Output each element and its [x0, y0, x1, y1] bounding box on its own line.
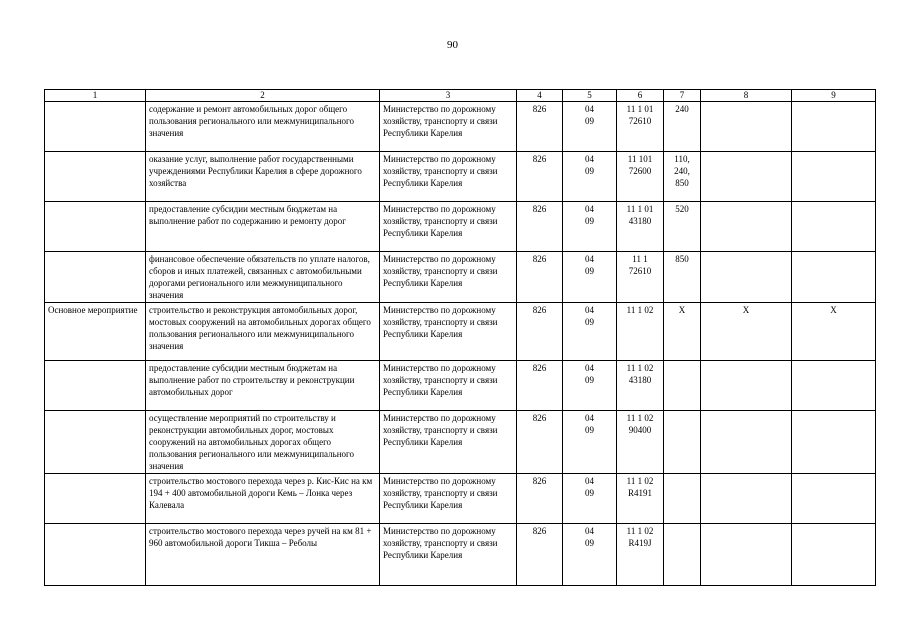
cell-ministry: Министерство по дорожному хозяйству, транспорту и связи Республики Карелия [380, 202, 517, 252]
cell-description: финансовое обеспечение обязательств по уплате налогов, сборов и иных платежей, связанных с автомобильными дорогами регионального или межмуниципального значения [146, 252, 380, 303]
cell-ministry: Министерство по дорожному хозяйству, транспорту и связи Республики Карелия [380, 152, 517, 202]
cell-vr [664, 361, 701, 411]
column-header-1: 1 [45, 90, 146, 102]
column-header-2: 2 [146, 90, 380, 102]
cell-rzpr: 04 09 [563, 152, 617, 202]
cell-ministry: Министерство по дорожному хозяйству, транспорту и связи Республики Карелия [380, 102, 517, 152]
cell-col9 [792, 252, 876, 303]
cell-col8 [701, 524, 792, 586]
cell-grbs: 826 [517, 102, 563, 152]
cell-description: предоставление субсидии местным бюджетам на выполнение работ по содержанию и ремонту дорог [146, 202, 380, 252]
program-table [44, 89, 876, 586]
table-body [45, 102, 876, 586]
cell-rzpr: 04 09 [563, 411, 617, 474]
cell-description: строительство мостового перехода через р. Кис-Кис на км 194 + 400 автомобильной дороги Кемь – Лонка через Калевала [146, 474, 380, 524]
cell-grbs: 826 [517, 361, 563, 411]
cell-event-type: Основное мероприятие [45, 303, 146, 361]
cell-event-type [45, 252, 146, 303]
table-row [45, 252, 876, 303]
table-row [45, 303, 876, 361]
cell-csr: 11 1 02 90400 [617, 411, 664, 474]
column-header-8: 8 [701, 90, 792, 102]
cell-csr: 11 1 02 [617, 303, 664, 361]
cell-col8 [701, 252, 792, 303]
column-header-7: 7 [664, 90, 701, 102]
column-header-3: 3 [380, 90, 517, 102]
cell-csr: 11 1 01 43180 [617, 202, 664, 252]
column-header-5: 5 [563, 90, 617, 102]
cell-grbs: 826 [517, 252, 563, 303]
cell-rzpr: 04 09 [563, 474, 617, 524]
cell-rzpr: 04 09 [563, 524, 617, 586]
cell-vr: X [664, 303, 701, 361]
table-row [45, 102, 876, 152]
cell-csr: 11 101 72600 [617, 152, 664, 202]
cell-event-type [45, 202, 146, 252]
cell-event-type [45, 474, 146, 524]
cell-description: строительство мостового перехода через ручей на км 81 + 960 автомобильной дороги Тикша – Реболы [146, 524, 380, 586]
cell-col8 [701, 202, 792, 252]
cell-rzpr: 04 09 [563, 361, 617, 411]
table-row [45, 524, 876, 586]
cell-description: строительство и реконструкция автомобильных дорог, мостовых сооружений на автомобильных дорогах общего пользования регионального или межмуниципального значения [146, 303, 380, 361]
cell-event-type [45, 411, 146, 474]
cell-description: предоставление субсидии местным бюджетам на выполнение работ по строительству и реконструкции автомобильных дорог [146, 361, 380, 411]
cell-col9 [792, 202, 876, 252]
cell-event-type [45, 102, 146, 152]
cell-ministry: Министерство по дорожному хозяйству, транспорту и связи Республики Карелия [380, 303, 517, 361]
cell-col9: X [792, 303, 876, 361]
column-header-6: 6 [617, 90, 664, 102]
cell-col8 [701, 411, 792, 474]
cell-ministry: Министерство по дорожному хозяйству, транспорту и связи Республики Карелия [380, 474, 517, 524]
cell-ministry: Министерство по дорожному хозяйству, транспорту и связи Республики Карелия [380, 411, 517, 474]
cell-col8 [701, 474, 792, 524]
cell-ministry: Министерство по дорожному хозяйству, транспорту и связи Республики Карелия [380, 361, 517, 411]
cell-vr: 520 [664, 202, 701, 252]
cell-vr: 110, 240, 850 [664, 152, 701, 202]
cell-csr: 11 1 01 72610 [617, 102, 664, 152]
cell-rzpr: 04 09 [563, 202, 617, 252]
table-row [45, 202, 876, 252]
cell-rzpr: 04 09 [563, 303, 617, 361]
cell-vr [664, 524, 701, 586]
cell-col9 [792, 361, 876, 411]
cell-description: осуществление мероприятий по строительству и реконструкции автомобильных дорог, мостовых сооружений на автомобильных дорогах общего пользования регионального или межмуниципального значения [146, 411, 380, 474]
cell-rzpr: 04 09 [563, 102, 617, 152]
table-row [45, 152, 876, 202]
cell-grbs: 826 [517, 524, 563, 586]
cell-col9 [792, 102, 876, 152]
cell-event-type [45, 152, 146, 202]
cell-col9 [792, 152, 876, 202]
cell-vr: 850 [664, 252, 701, 303]
cell-rzpr: 04 09 [563, 252, 617, 303]
table-row [45, 474, 876, 524]
header-row [45, 90, 876, 102]
cell-col8 [701, 361, 792, 411]
cell-event-type [45, 524, 146, 586]
cell-grbs: 826 [517, 152, 563, 202]
cell-grbs: 826 [517, 303, 563, 361]
cell-csr: 11 1 02 43180 [617, 361, 664, 411]
cell-grbs: 826 [517, 411, 563, 474]
cell-ministry: Министерство по дорожному хозяйству, транспорту и связи Республики Карелия [380, 252, 517, 303]
column-header-9: 9 [792, 90, 876, 102]
cell-col8 [701, 102, 792, 152]
page-number: 90 [447, 39, 458, 51]
cell-description: содержание и ремонт автомобильных дорог общего пользования регионального или межмуниципального значения [146, 102, 380, 152]
cell-grbs: 826 [517, 202, 563, 252]
table-row [45, 411, 876, 474]
cell-ministry: Министерство по дорожному хозяйству, транспорту и связи Республики Карелия [380, 524, 517, 586]
table-row [45, 361, 876, 411]
cell-col8: X [701, 303, 792, 361]
cell-vr: 240 [664, 102, 701, 152]
cell-col8 [701, 152, 792, 202]
cell-event-type [45, 361, 146, 411]
cell-vr [664, 474, 701, 524]
cell-vr [664, 411, 701, 474]
cell-csr: 11 1 02 R419J [617, 524, 664, 586]
cell-description: оказание услуг, выполнение работ государственными учреждениями Республики Карелия в сфере дорожного хозяйства [146, 152, 380, 202]
cell-col9 [792, 411, 876, 474]
cell-csr: 11 1 02 R4191 [617, 474, 664, 524]
column-header-4: 4 [517, 90, 563, 102]
cell-grbs: 826 [517, 474, 563, 524]
cell-csr: 11 1 72610 [617, 252, 664, 303]
cell-col9 [792, 474, 876, 524]
cell-col9 [792, 524, 876, 586]
